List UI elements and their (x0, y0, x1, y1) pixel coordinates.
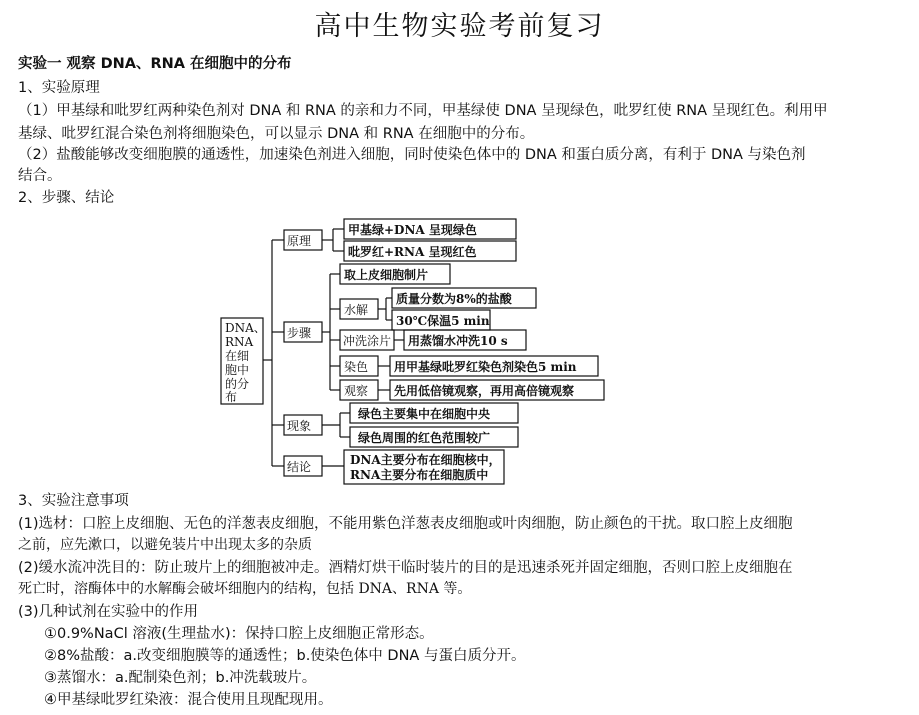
section-principle-heading: 1、实验原理 (18, 80, 100, 96)
diagram-hydrolysis-item-1-text: 质量分数为8%的盐酸 (396, 292, 512, 306)
diagram-conclusion-label: 结论 (287, 460, 312, 474)
diagram-step-make-slide-text: 取上皮细胞制片 (344, 268, 429, 282)
experiment-heading: 实验一 观察 DNA、RNA 在细胞中的分布 (18, 56, 292, 72)
diagram-step-observe-text: 观察 (344, 384, 369, 398)
diagram-steps-label: 步骤 (287, 326, 312, 340)
diagram-root-label-5: 的分 (225, 377, 250, 391)
diagram-root-label-6: 布 (225, 390, 238, 404)
note-1-line-2: 之前，应先漱口，以避免装片中出现太多的杂质 (18, 537, 312, 553)
diagram-observe-item-text: 先用低倍镜观察，再用高倍镜观察 (394, 384, 575, 398)
reagent-saline: ①0.9%NaCl 溶液(生理盐水)：保持口腔上皮细胞正常形态。 (44, 626, 434, 642)
diagram-conclusion-item-text-1: DNA主要分布在细胞核中， (350, 453, 501, 467)
note-1-line-1: (1)选材：口腔上皮细胞、无色的洋葱表皮细胞，不能用紫色洋葱表皮细胞或叶肉细胞，防止颜色的干扰。取口腔上皮细胞 (18, 516, 793, 532)
diagram-principle-item-2-text: 吡罗红+RNA 呈现红色 (348, 245, 477, 259)
diagram-step-rinse-text: 冲洗涂片 (343, 334, 392, 348)
diagram-step-hydrolysis-text: 水解 (344, 303, 369, 317)
reagent-methyl-green-pyronin: ④甲基绿吡罗红染液：混合使用且现配现用。 (44, 692, 333, 708)
note-2-line-2: 死亡时，溶酶体中的水解酶会破坏细胞内的结构，包括 DNA、RNA 等。 (18, 581, 472, 597)
diagram-stain-item-text: 用甲基绿吡罗红染色剂染色5 min (394, 360, 577, 374)
note-2-line-1: (2)缓水流冲洗目的：防止玻片上的细胞被冲走。酒精灯烘干临时装片的目的是迅速杀死并固定细胞，否则口腔上皮细胞在 (18, 560, 793, 576)
principle-paragraph-2-line-1: （2）盐酸能够改变细胞膜的通透性，加速染色剂进入细胞，同时使染色体中的 DNA 和蛋白质分离，有利于 DNA 与染色剂 (18, 147, 806, 163)
diagram-principle-label: 原理 (287, 234, 312, 248)
diagram-phenomenon-item-2-text: 绿色周围的红色范围较广 (358, 431, 491, 445)
diagram-conclusion-item-text-2: RNA主要分布在细胞质中 (350, 468, 489, 482)
diagram-rinse-item-text: 用蒸馏水冲洗10 s (408, 334, 508, 348)
diagram-phenomenon-item-1-text: 绿色主要集中在细胞中央 (358, 407, 491, 421)
diagram-step-stain-text: 染色 (344, 360, 369, 374)
diagram-phenomenon-label: 现象 (287, 419, 312, 433)
reagent-distilled-water: ③蒸馏水：a.配制染色剂；b.冲洗载玻片。 (44, 670, 317, 686)
page-title: 高中生物实验考前复习 (314, 11, 605, 42)
diagram-root-label-1: DNA、 (225, 321, 266, 335)
principle-paragraph-1-line-2: 基绿、吡罗红混合染色剂将细胞染色，可以显示 DNA 和 RNA 在细胞中的分布。 (18, 126, 535, 142)
principle-paragraph-2-line-2: 结合。 (18, 168, 62, 184)
section-steps-heading: 2、步骤、结论 (18, 190, 115, 206)
diagram-principle-item-1-text: 甲基绿+DNA 呈现绿色 (348, 223, 477, 237)
diagram-hydrolysis-item-2-text: 30℃保温5 min (396, 314, 490, 328)
reagent-hydrochloric-acid: ②8%盐酸：a.改变细胞膜等的通透性；b.使染色体中 DNA 与蛋白质分开。 (44, 648, 526, 664)
section-notes-heading: 3、实验注意事项 (18, 493, 129, 509)
diagram-root-label-4: 胞中 (225, 363, 250, 377)
diagram-root-label-3: 在细 (225, 349, 250, 363)
principle-paragraph-1-line-1: （1）甲基绿和吡罗红两种染色剂对 DNA 和 RNA 的亲和力不同，甲基绿使 DNA 呈现绿色，吡罗红使 RNA 呈现红色。利用甲 (18, 103, 828, 119)
diagram-root-label-2: RNA (225, 335, 254, 349)
note-3-heading: (3)几种试剂在实验中的作用 (18, 604, 199, 620)
